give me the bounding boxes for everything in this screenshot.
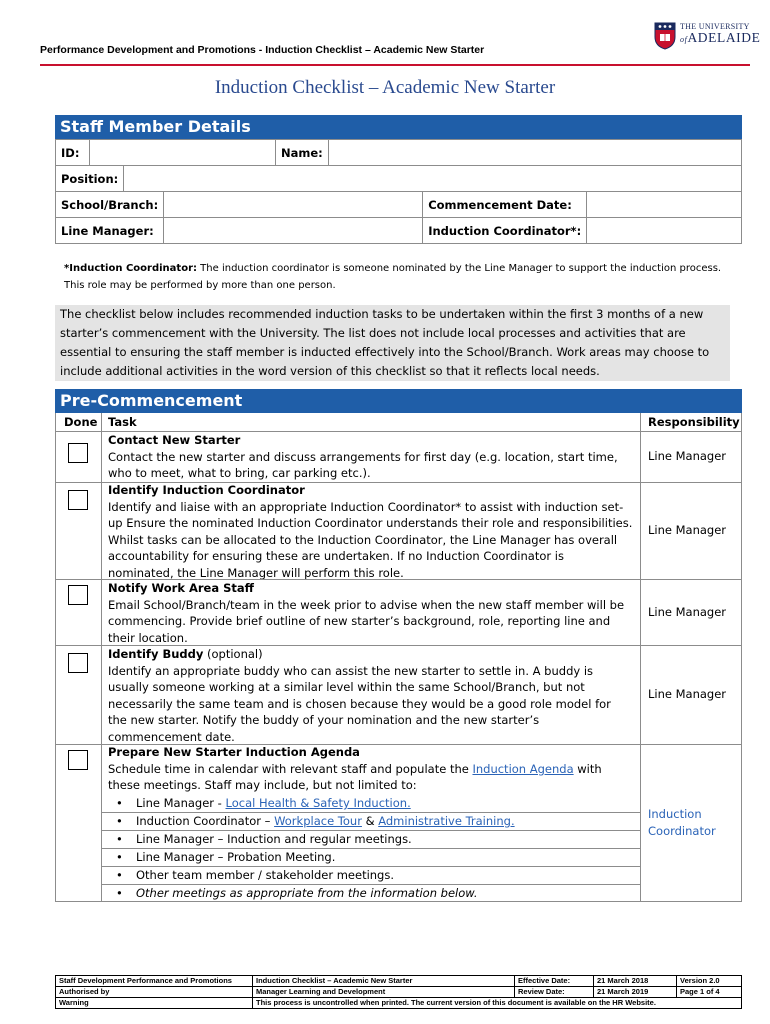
task-title: Identify Buddy [108, 647, 204, 661]
bullet-icon: • [116, 832, 123, 846]
school-branch-label: School/Branch: [56, 192, 164, 218]
done-checkbox[interactable] [68, 653, 88, 673]
bullet-icon: • [116, 850, 123, 864]
task-title: Prepare New Starter Induction Agenda [108, 745, 360, 759]
name-field[interactable] [328, 140, 741, 166]
id-label: ID: [56, 140, 90, 166]
commencement-date-field[interactable] [587, 192, 742, 218]
line-manager-field[interactable] [164, 218, 423, 244]
footer-cell: Authorised by [56, 987, 253, 998]
staff-details-table-row3 [55, 191, 742, 244]
university-logo [654, 20, 764, 56]
task-identify-buddy [108, 646, 633, 745]
list-item: • Other meetings as appropriate from the information below. [116, 886, 478, 900]
column-header-task: Task [108, 415, 137, 429]
coordinator-note-text: The induction coordinator is someone nominated by the Line Manager to support the induction process. This role may be performed by more than one person. [64, 263, 722, 291]
task-prepare-induction-agenda [108, 744, 633, 794]
list-item: • Line Manager – Induction and regular meetings. [116, 832, 412, 846]
position-field[interactable] [124, 166, 742, 192]
administrative-training-link[interactable]: Administrative Training. [378, 814, 515, 828]
list-item: • Induction Coordinator – Workplace Tour & Administrative Training. [116, 814, 515, 828]
done-checkbox[interactable] [68, 750, 88, 770]
bullet-icon: • [116, 868, 123, 882]
footer-cell: 21 March 2019 [594, 987, 677, 998]
task-responsibility: Line Manager [648, 523, 727, 537]
induction-agenda-link[interactable]: Induction Agenda [472, 761, 574, 776]
task-notify-work-area-staff [108, 580, 633, 646]
task-description: Email School/Branch/team in the week prior to advise when the new staff member will be commencing. Provide brief outline of new starter’s background, role, reporting line and their location. [108, 597, 625, 645]
list-item: • Other team member / stakeholder meetings. [116, 868, 395, 882]
logo-line-2: ofADELAIDE [680, 30, 761, 45]
footer-warning: This process is uncontrolled when printed. The current version of this document is available on the HR Website. [253, 998, 742, 1009]
task-responsibility: Line Manager [648, 605, 727, 619]
footer-cell: Manager Learning and Development [253, 987, 515, 998]
id-field[interactable] [90, 140, 276, 166]
document-footer [55, 975, 742, 1009]
footer-cell: Staff Development Performance and Promotions [56, 976, 253, 987]
name-label: Name: [276, 140, 329, 166]
column-header-responsibility: Responsibility [648, 415, 740, 429]
footer-cell: Review Date: [515, 987, 594, 998]
list-item: • Line Manager - Local Health & Safety Induction. [116, 796, 411, 810]
column-header-done: Done [64, 415, 98, 429]
logo-line-1: THE UNIVERSITY [680, 22, 750, 31]
task-description: Identify and liaise with an appropriate Induction Coordinator* to assist with induction set-up Ensure the nominated Induction Coordinator understands their role and responsibilities. Whilst tasks can be allocated to the Induction Coordinator, the Line Manager has overall accountability for ensuring these are undertaken. If no Induction Coordinator is nominated, the Line Manager will perform this role. [108, 499, 633, 580]
task-title: Identify Induction Coordinator [108, 483, 305, 497]
task-contact-new-starter [108, 432, 633, 482]
task-description: Schedule time in calendar with relevant staff and populate the Induction Agenda with these meetings. Staff may include, but not limited to: [108, 761, 602, 792]
task-responsibility: Induction Coordinator [648, 807, 716, 838]
document-title: Induction Checklist – Academic New Starter [214, 77, 556, 98]
task-description: Contact the new starter and discuss arrangements for first day (e.g. location, start time, who to meet, what to bring, car parking etc.). [108, 449, 618, 480]
running-header: Performance Development and Promotions - Induction Checklist – Academic New Starter [40, 44, 485, 56]
bullet-icon: • [116, 886, 123, 900]
staff-details-heading: Staff Member Details [55, 115, 742, 139]
footer-cell: Warning [56, 998, 253, 1009]
task-title: Notify Work Area Staff [108, 581, 254, 595]
header-divider [40, 64, 750, 66]
done-checkbox[interactable] [68, 443, 88, 463]
bullet-icon: • [116, 796, 123, 810]
list-item: • Line Manager – Probation Meeting. [116, 850, 336, 864]
commencement-date-label: Commencement Date: [423, 192, 587, 218]
induction-coordinator-label: Induction Coordinator*: [423, 218, 587, 244]
task-responsibility: Line Manager [648, 687, 727, 701]
footer-cell: 21 March 2018 [594, 976, 677, 987]
column-divider [640, 413, 641, 901]
task-title: Contact New Starter [108, 433, 241, 447]
health-safety-induction-link[interactable]: Local Health & Safety Induction. [225, 796, 411, 810]
workplace-tour-link[interactable]: Workplace Tour [274, 814, 362, 828]
task-responsibility: Line Manager [648, 449, 727, 463]
induction-coordinator-field[interactable] [587, 218, 742, 244]
task-identify-induction-coordinator [108, 482, 633, 581]
done-checkbox[interactable] [68, 585, 88, 605]
pre-commencement-heading: Pre-Commencement [55, 389, 742, 413]
column-divider [101, 413, 102, 901]
footer-cell: Version 2.0 [677, 976, 742, 987]
footer-cell: Induction Checklist – Academic New Starter [253, 976, 515, 987]
coordinator-note [64, 260, 734, 294]
staff-details-table-row1 [55, 139, 742, 166]
coordinator-note-label: *Induction Coordinator: [64, 263, 197, 274]
intro-paragraph: The checklist below includes recommended induction tasks to be undertaken within the first 3 months of a new starter’s commencement with the University. The list does not include local processes and activities that are essential to ensuring the staff member is inducted effectively into the School/Branch. Work areas may choose to include additional activities in the word version of this checklist so that it reflects local needs. [55, 305, 730, 381]
footer-cell: Effective Date: [515, 976, 594, 987]
pre-commencement-table [55, 413, 742, 902]
task-description: Identify an appropriate buddy who can assist the new starter to settle in. A buddy is usually someone working at a similar level within the same School/Branch, but not necessarily the same team and is chosen because they would be a good role model for the new starter. Notify the buddy of your nomination and the new starter’s commencement date. [108, 663, 611, 744]
done-checkbox[interactable] [68, 490, 88, 510]
bullet-icon: • [116, 814, 123, 828]
footer-cell: Page 1 of 4 [677, 987, 742, 998]
line-manager-label: Line Manager: [56, 218, 164, 244]
school-branch-field[interactable] [164, 192, 423, 218]
task-title-suffix: (optional) [203, 647, 263, 661]
position-label: Position: [56, 166, 124, 192]
crest-icon [654, 22, 676, 50]
staff-details-table-row2 [55, 165, 742, 192]
